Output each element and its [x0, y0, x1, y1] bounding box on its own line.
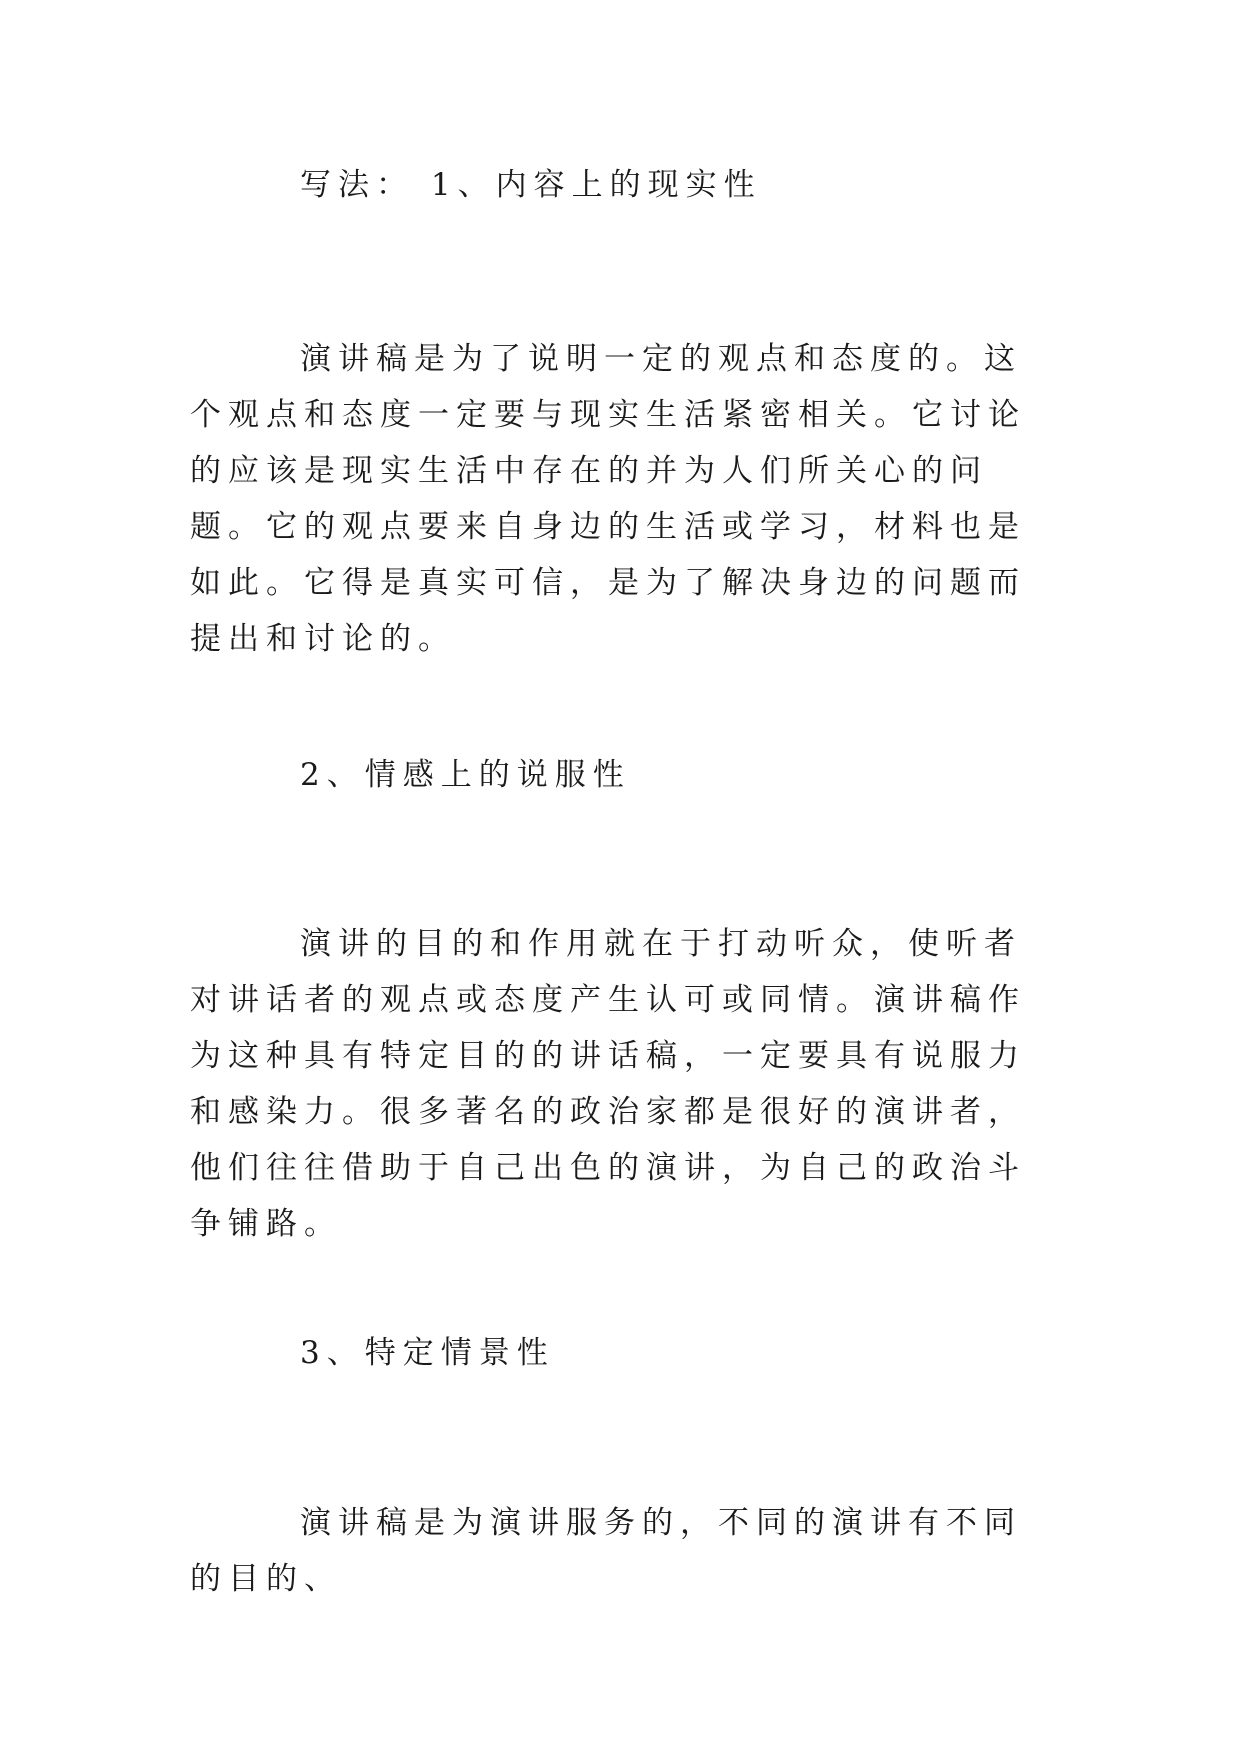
- section-heading-3: 3、特定情景性: [300, 1335, 555, 1371]
- paragraph-3: 演讲稿是为演讲服务的，不同的演讲有不同的目的、: [190, 1505, 1022, 1597]
- section-heading-2: 2、情感上的说服性: [300, 757, 631, 793]
- paragraph-2: 演讲的目的和作用就在于打动听众，使听者对讲话者的观点或态度产生认可或同情。演讲稿作为这种具有特定目的的讲话稿，一定要具有说服力和感染力。很多著名的政治家都是很好的演讲者，他们往往借助于自己出色的演讲，为自己的政治斗争铺路。: [190, 926, 1026, 1242]
- section-heading-1: 写法： 1、内容上的现实性: [300, 167, 762, 203]
- paragraph-1: 演讲稿是为了说明一定的观点和态度的。这个观点和态度一定要与现实生活紧密相关。它讨论的应该是现实生活中存在的并为人们所关心的问题。它的观点要来自身边的生活或学习，材料也是如此。它得是真实可信，是为了解决身边的问题而提出和讨论的。: [190, 341, 1026, 657]
